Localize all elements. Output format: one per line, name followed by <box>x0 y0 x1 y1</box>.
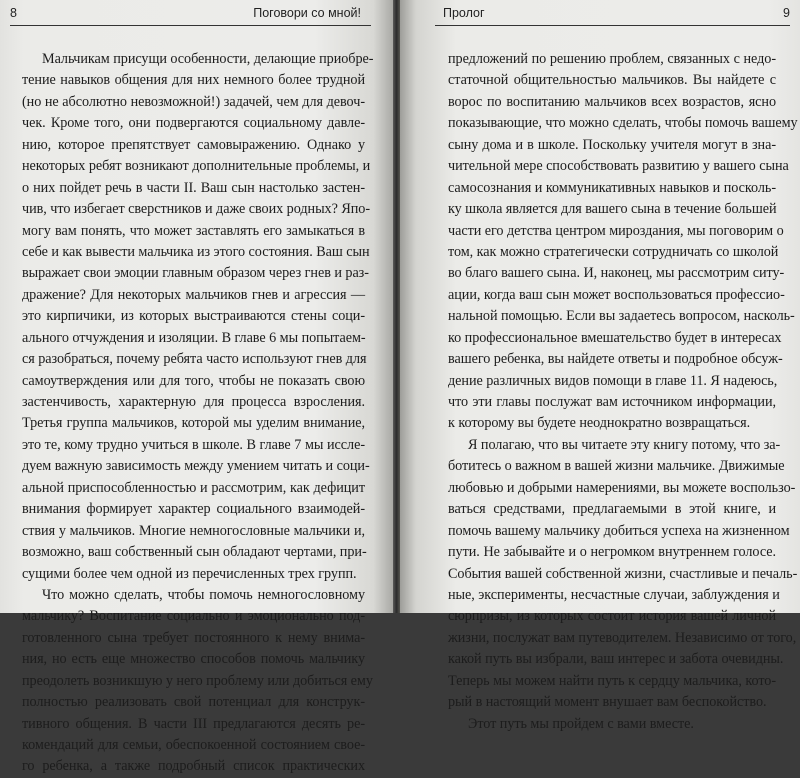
text-line: показывающие, что можно сделать, чтобы помочь вашему <box>448 115 798 132</box>
left-running-title: Поговори со мной! <box>253 6 361 20</box>
text-line: части его детства центром мироздания, мы поговорим о <box>448 222 784 239</box>
text-line: сущими более чем одной из перечисленных трех групп. <box>22 565 357 582</box>
text-line: Третья группа мальчиков, которой мы уделим внимание, <box>22 415 365 432</box>
text-line: какой путь вы избрали, ваш интерес и забота очевидны. <box>448 651 784 668</box>
text-line: возможно, ваш собственный сын обладают чертами, при- <box>22 544 367 561</box>
left-running-head <box>10 3 371 26</box>
text-line: Мальчикам присущи особенности, делающие приобре- <box>42 51 374 67</box>
text-line: пути. Не забывайте и о негромком внутреннем голосе. <box>448 544 776 561</box>
text-line: жизни, послужат вам путеводителем. Независимо от того, <box>448 629 797 646</box>
text-line: полностью реализовать свой потенциал для конструк- <box>22 694 365 711</box>
text-line: чительной мере способствовать развитию у вашего сына <box>448 158 789 175</box>
left-page-body <box>22 49 374 778</box>
text-line: это те, кому трудно учиться в школе. В главе 7 мы иссле- <box>22 436 365 453</box>
text-line: выражает свои эмоции главным образом через гнев и раз- <box>22 265 369 282</box>
text-line: могу вам понять, что может заставлять его замыкаться в <box>22 222 365 239</box>
text-line: альной приспособленностью и рассмотрим, как дефицит <box>22 479 365 496</box>
right-running-title: Пролог <box>443 6 485 20</box>
text-line: дуем важную зависимость между умением читать и соци- <box>22 458 370 475</box>
right-page-body <box>448 49 798 735</box>
text-line: рый в настоящий момент внушает вам беспокойство. <box>448 694 767 711</box>
text-line: События вашей собственной жизни, счастливые и печаль- <box>448 565 798 582</box>
right-running-head <box>435 3 790 26</box>
text-line: Я полагаю, что вы читаете эту книгу потому, что за- <box>468 436 781 453</box>
text-line: дражение? Для некоторых мальчиков гнев и агрессия — <box>22 286 365 303</box>
text-line: чив, что избегает сверстников и даже своих родных? Япо- <box>22 201 371 218</box>
text-line: помочь вашему мальчику добиться успеха на жизненном <box>448 522 790 539</box>
text-line: ствия у мальчиков. Многие немногословные мальчики и, <box>22 522 365 539</box>
text-line: сюрпризы, из которых состоит история вашей личной <box>448 608 776 625</box>
text-line: ваться средствами, предлагаемыми в этой книге, и <box>448 501 776 518</box>
text-line: что эти главы послужат вам источником информации, <box>448 394 776 410</box>
text-line: тивного общения. В части III предлагаются десять ре- <box>22 715 365 732</box>
text-line: к которому вы будете неоднократно возвращаться. <box>448 415 751 432</box>
text-line: Что можно сделать, чтобы помочь немногословному <box>42 586 365 603</box>
text-line: статочной общительностью мальчиков. Вы найдете с <box>448 72 776 89</box>
text-line: внимания формирует характер социального взаимодей- <box>22 501 365 518</box>
text-line: вашего ребенка, вы найдете ответы и подробное обсуж- <box>448 351 783 368</box>
text-line: самоутверждения или для того, чтобы не показать свою <box>22 372 365 389</box>
text-line: ального отчуждения и изоляции. В главе 6 мы попытаем- <box>22 329 366 346</box>
text-line: том, как можно стратегически сотрудничать со школой <box>448 243 779 260</box>
right-page-number: 9 <box>783 6 790 20</box>
text-line: о них пойдет речь в части II. Ваш сын настолько застен- <box>22 179 365 196</box>
book-gutter <box>393 0 400 613</box>
text-line: предложений по решению проблем, связанных с недо- <box>448 51 776 67</box>
text-line: ботитесь о важном в вашей жизни мальчике. Движимые <box>448 458 785 475</box>
text-line: комендаций для семьи, обеспокоенной состоянием свое- <box>22 737 365 753</box>
text-line: самосознания и коммуникативных навыков и посколь- <box>448 179 776 196</box>
text-line: ку школа является для вашего сына в течение большей <box>448 201 777 218</box>
text-line: дение различных видов помощи в главе 11. Я надеюсь, <box>448 372 778 389</box>
text-line: ворос по воспитанию мальчиков всех возрастов, ясно <box>448 93 776 110</box>
text-line: это кирпичики, из которых выстраиваются стены соци- <box>22 308 365 325</box>
text-line: Этот путь мы пройдем с вами вместе. <box>468 715 694 732</box>
right-page <box>400 0 800 732</box>
text-line: ные, эксперименты, несчастные случаи, заблуждения и <box>448 586 780 603</box>
text-line: ации, когда ваш сын может воспользоваться профессио- <box>448 286 785 303</box>
text-line: готовленного сына требует постоянного к нему внима- <box>22 629 365 646</box>
text-line: го ребенка, а также подробный список практических <box>22 758 365 775</box>
text-line: ния, но есть еще множество способов помочь мальчику <box>22 651 365 668</box>
text-line: любовью и добрыми намерениями, вы можете воспользо- <box>448 479 796 496</box>
text-line: чек. Кроме того, они подвергаются социальному давле- <box>22 115 365 132</box>
text-line: Теперь мы можем найти путь к сердцу мальчика, кото- <box>448 672 776 689</box>
text-line: ко профессиональное вмешательство будет в интересах <box>448 329 782 346</box>
text-line: мальчику? Воспитание социально и эмоционально под- <box>22 608 365 625</box>
text-line: застенчивость, характерную для процесса взросления. <box>22 394 365 410</box>
text-line: нию, которое препятствует самовыражению. Однако у <box>22 136 365 153</box>
text-line: тение навыков общения для них немного более трудной <box>22 72 365 89</box>
text-line: себе и как вывести мальчика из этого состояния. Ваш сын <box>22 243 370 260</box>
text-line: преодолеть возникшую у него проблему или добиться ему <box>22 672 373 689</box>
text-line: сыну дома и в школе. Поскольку учителя могут в зна- <box>448 136 776 153</box>
text-line: (но не абсолютно невозможной!) задачей, чем для девоч- <box>22 93 365 110</box>
text-line: нальной помощью. Если вы задаетесь вопросом, насколь- <box>448 308 795 325</box>
left-page-number: 8 <box>10 6 17 20</box>
text-line: ся разобраться, почему ребята часто используют гнев для <box>22 351 367 368</box>
text-line: во благо вашего сына. И, наконец, мы рассмотрим ситу- <box>448 265 785 282</box>
left-page <box>0 0 393 775</box>
text-line: некоторых ребят возникают дополнительные проблемы, и <box>22 158 371 175</box>
